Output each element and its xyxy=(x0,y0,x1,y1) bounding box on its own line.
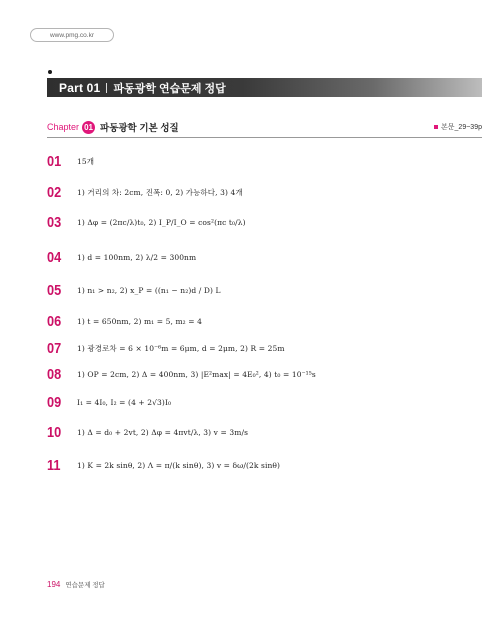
answer-item xyxy=(47,150,94,172)
website-url: www.pmg.co.kr xyxy=(30,28,114,42)
part-separator xyxy=(106,83,107,93)
page-ref-marker-icon xyxy=(434,125,438,129)
answer-text: 1) d = 100nm, 2) λ/2 = 300nm xyxy=(77,252,197,262)
answer-text: 1) t = 650nm, 2) m₁ = 5, m₂ = 4 xyxy=(77,316,203,326)
answer-item xyxy=(47,363,316,385)
answer-item xyxy=(47,337,285,359)
page-footer xyxy=(47,580,105,589)
answer-text: 1) n₁ > n₂, 2) x_P = ((n₁ − n₂)d / D) L xyxy=(77,285,221,295)
answer-item xyxy=(47,279,221,301)
answer-number: 03 xyxy=(47,213,62,231)
answer-item xyxy=(47,421,248,443)
chapter-number-badge: 01 xyxy=(82,121,95,134)
answer-text: 1) 광경로차 = 6 × 10⁻⁶m = 6μm, d = 2μm, 2) R = 25m xyxy=(77,343,285,353)
answer-number: 10 xyxy=(47,423,62,441)
answer-number: 08 xyxy=(47,365,62,383)
answer-number: 11 xyxy=(47,456,61,474)
chapter-label: Chapter xyxy=(47,122,80,132)
chapter-header xyxy=(47,120,482,134)
answer-item xyxy=(47,246,196,268)
answer-text: 1) 거리의 차: 2cm, 진폭: 0, 2) 가능하다, 3) 4개 xyxy=(77,187,243,197)
answer-number: 06 xyxy=(47,312,62,330)
footer-title: 연습문제 정답 xyxy=(65,582,105,589)
answer-item xyxy=(47,211,246,233)
chapter-divider xyxy=(47,137,482,138)
page-reference-text: 본문_29~39p xyxy=(441,124,482,131)
banner-dot-decoration xyxy=(48,70,52,74)
part-label: Part 01 xyxy=(59,80,101,95)
answer-item xyxy=(47,181,243,203)
answer-text: 1) K = 2k sinθ, 2) Λ = π/(k sinθ), 3) v = δω/(2k sinθ) xyxy=(77,460,281,470)
answer-text: 1) Δ = d₀ + 2vt, 2) Δφ = 4πvt/λ, 3) v = 3m/s xyxy=(77,427,249,437)
answer-text: 15개 xyxy=(77,156,95,166)
answer-number: 01 xyxy=(47,152,62,170)
page-number: 194 xyxy=(47,580,61,589)
part-banner xyxy=(47,78,482,97)
answer-number: 05 xyxy=(47,281,62,299)
answer-text: I₁ = 4I₀, I₂ = (4 + 2√3)I₀ xyxy=(77,397,172,407)
answer-item xyxy=(47,310,202,332)
answer-item xyxy=(47,391,171,413)
part-title: 파동광학 연습문제 정답 xyxy=(113,82,226,95)
answer-number: 04 xyxy=(47,248,62,266)
answer-number: 02 xyxy=(47,183,62,201)
chapter-title: 파동광학 기본 성질 xyxy=(100,123,179,134)
answer-number: 09 xyxy=(47,393,62,411)
page-reference xyxy=(434,122,482,132)
answer-text: 1) OP = 2cm, 2) Δ = 400nm, 3) |E²max| = 4E₀², 4) t₀ = 10⁻¹⁵s xyxy=(77,369,316,379)
answer-item xyxy=(47,454,280,476)
answer-number: 07 xyxy=(47,339,62,357)
answer-text: 1) Δφ = (2πc/λ)t₀, 2) I_P/I_O = cos²(πc t₀/λ) xyxy=(77,217,246,227)
